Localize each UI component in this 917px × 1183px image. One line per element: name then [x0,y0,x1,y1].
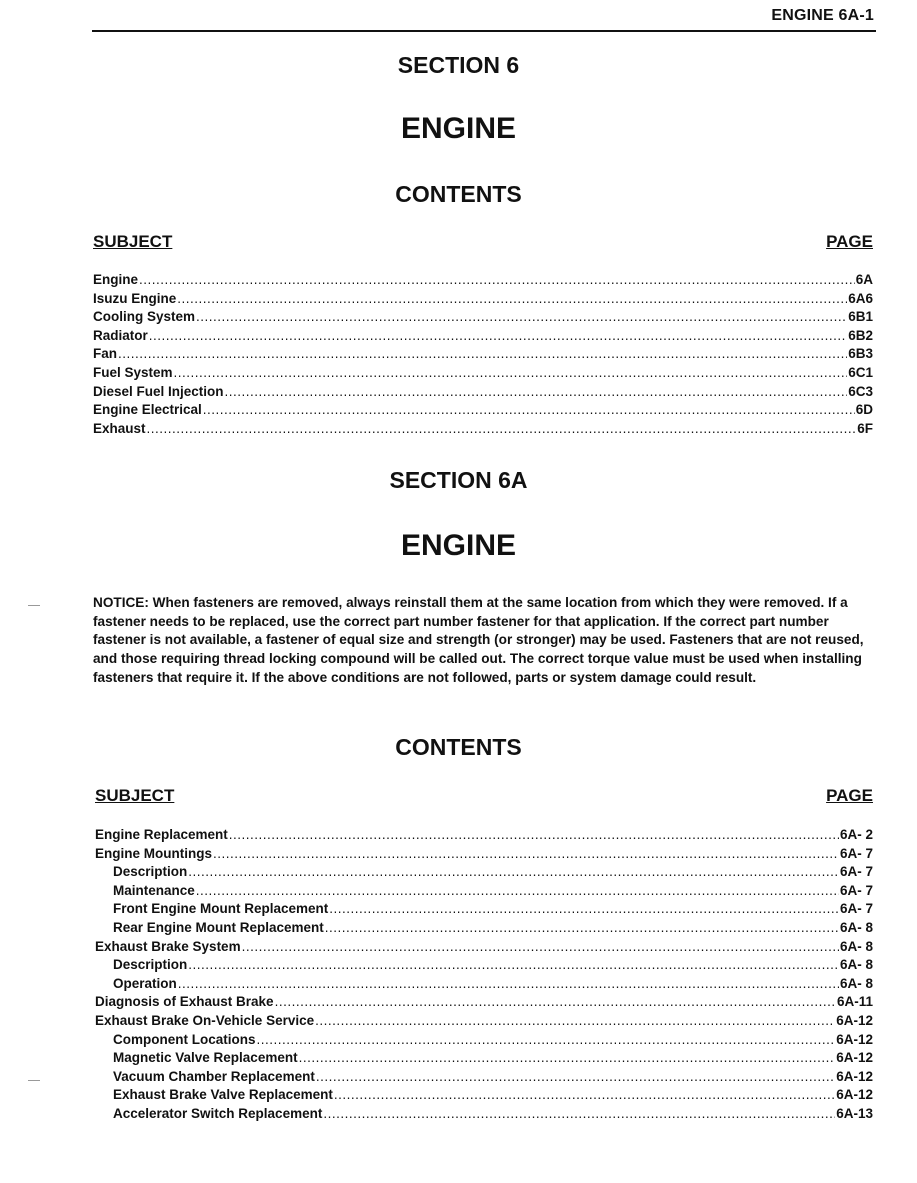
toc-leader-dots [299,1049,836,1068]
toc-row [95,956,873,975]
toc-row [95,826,873,845]
toc-row [93,290,873,309]
toc-page: 6A-12 [836,1012,873,1028]
subject-label: SUBJECT [95,786,175,805]
page-header [92,4,876,32]
toc-subject: Operation [113,975,177,991]
toc-row [95,938,873,957]
toc-row [93,364,873,383]
toc-subject: Accelerator Switch Replacement [113,1105,323,1121]
toc-page: 6B2 [848,327,873,343]
toc-subject: Diagnosis of Exhaust Brake [95,994,274,1010]
toc-row [95,1086,873,1105]
toc-row [95,919,873,938]
section-6a-engine-title: ENGINE [400,529,517,562]
toc-leader-dots [188,956,839,975]
toc-row [93,345,873,364]
scan-mark [28,605,40,606]
toc-row [95,993,873,1012]
page-label: PAGE [826,786,873,805]
toc-page: 6C3 [848,383,873,399]
toc-subject: Fan [93,346,118,362]
toc-leader-dots [139,271,855,290]
toc-page: 6A-12 [836,1068,873,1084]
section-6a-contents-title: CONTENTS [395,734,522,760]
toc-page: 6A-12 [836,1031,873,1047]
section-6a-toc [95,786,873,1124]
toc-list [93,271,873,438]
toc-leader-dots [177,290,847,309]
toc-subject: Vacuum Chamber Replacement [113,1068,315,1084]
toc-subject: Cooling System [93,309,196,325]
toc-leader-dots [257,1031,836,1050]
toc-row [95,1012,873,1031]
toc-row [95,1068,873,1087]
toc-subject: Diesel Fuel Injection [93,383,224,399]
toc-subject: Rear Engine Mount Replacement [113,919,324,935]
subject-label: SUBJECT [93,232,173,251]
toc-page: 6A- 8 [839,975,873,991]
toc-subject: Front Engine Mount Replacement [113,901,329,917]
toc-page: 6A-11 [836,994,873,1010]
toc-list [95,826,873,1124]
toc-row [95,975,873,994]
toc-row [95,900,873,919]
toc-page: 6B3 [848,346,873,362]
toc-row [93,271,873,290]
toc-header [95,786,873,810]
toc-subject: Isuzu Engine [93,290,177,306]
toc-subject: Radiator [93,327,148,343]
toc-leader-dots [315,1012,835,1031]
toc-leader-dots [334,1086,835,1105]
toc-page: 6A-12 [836,1087,873,1103]
section-6a-title: SECTION 6A [389,467,528,493]
toc-leader-dots [178,975,839,994]
toc-row [93,383,873,402]
toc-page: 6A-13 [836,1105,873,1121]
page-label: PAGE [826,232,873,251]
toc-subject: Engine Mountings [95,845,212,861]
section-6-engine-title: ENGINE [400,112,517,145]
toc-subject: Exhaust Brake System [95,938,241,954]
toc-leader-dots [242,938,839,957]
toc-page: 6A- 7 [839,882,873,898]
toc-page: 6A6 [848,290,873,306]
section-6-title: SECTION 6 [397,52,520,78]
toc-subject: Exhaust Brake Valve Replacement [113,1087,333,1103]
toc-page: 6A- 8 [839,957,873,973]
toc-page: 6A- 7 [839,845,873,861]
toc-leader-dots [225,383,848,402]
notice-paragraph: NOTICE: When fasteners are removed, always reinstall them at the same location from which they were removed. If a fastener needs to be replaced, use the correct part number fastener for that application. If the correct part number fastener is not available, a fastener of equal size and strength (or stronger) may be used. Fasteners that are not reused, and those requiring thread locking compound will be called out. The correct torque value must be used when installing fasteners that require it. If the above conditions are not followed, parts or system damage could result. [93,595,864,685]
toc-row [95,845,873,864]
toc-page: 6C1 [848,364,873,380]
toc-leader-dots [174,364,848,383]
toc-leader-dots [323,1105,835,1124]
toc-subject: Engine Electrical [93,402,202,418]
toc-page: 6A-12 [836,1050,873,1066]
toc-subject: Maintenance [113,882,195,898]
toc-row [95,1105,873,1124]
toc-row [93,420,873,439]
section-6-toc [93,232,873,438]
toc-leader-dots [188,863,839,882]
toc-leader-dots [275,993,836,1012]
section-6-contents-title: CONTENTS [395,181,522,207]
toc-page: 6A- 8 [839,919,873,935]
toc-row [95,1049,873,1068]
toc-leader-dots [325,919,839,938]
toc-header [93,232,873,256]
toc-subject: Component Locations [113,1031,256,1047]
toc-leader-dots [316,1068,835,1087]
toc-leader-dots [149,327,847,346]
toc-page: 6D [855,402,873,418]
toc-subject: Fuel System [93,364,173,380]
toc-leader-dots [147,420,857,439]
toc-subject: Description [113,864,188,880]
toc-subject: Exhaust [93,420,146,436]
toc-page: 6A [855,272,873,287]
toc-subject: Magnetic Valve Replacement [113,1050,298,1066]
toc-page: 6A- 2 [839,827,873,842]
toc-leader-dots [118,345,847,364]
scan-mark [28,1080,40,1081]
toc-row [93,327,873,346]
toc-row [93,308,873,327]
toc-subject: Engine Replacement [95,827,228,842]
toc-subject: Exhaust Brake On-Vehicle Service [95,1012,315,1028]
toc-subject: Description [113,957,188,973]
toc-row [95,1031,873,1050]
toc-leader-dots [213,845,839,864]
toc-page: 6A- 7 [839,864,873,880]
toc-page: 6B1 [848,309,873,325]
toc-leader-dots [203,401,855,420]
toc-page: 6A- 8 [839,938,873,954]
toc-page: 6A- 7 [839,901,873,917]
header-title: ENGINE 6A-1 [771,7,874,24]
toc-row [95,863,873,882]
toc-leader-dots [196,882,839,901]
toc-page: 6F [857,420,873,436]
toc-leader-dots [329,900,839,919]
toc-leader-dots [229,826,839,845]
toc-row [95,882,873,901]
toc-row [93,401,873,420]
toc-subject: Engine [93,272,139,287]
toc-leader-dots [196,308,847,327]
